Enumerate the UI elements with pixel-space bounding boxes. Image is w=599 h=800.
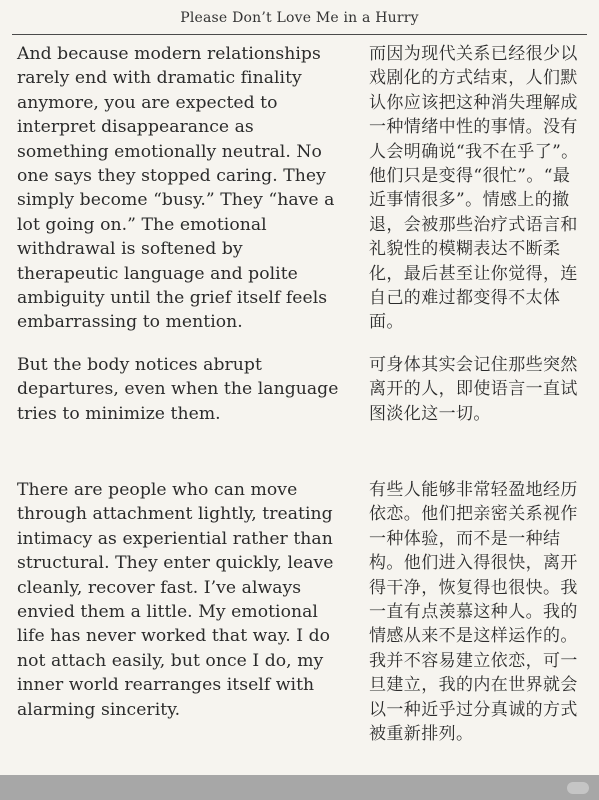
english-paragraph-3: There are people who can move through attachment lightly, treating intimacy as experiential rather than structural. They enter quickly, leave cleanly, recover fast. I’ve always envied them a little. My emotional life has never worked that way. I do not attach easily, but once I do, my inner world rearranges itself with alarming sincerity.	[17, 480, 334, 720]
english-paragraph-1: And because modern relationships rarely end with dramatic finality anymore, you are expected to interpret disappearance as something emotionally neutral. No one says they stopped caring. They simply become “busy.” They “have a lot going on.” The emotional withdrawal is softened by therapeutic language and polite ambiguity until the grief itself feels embarrassing to mention.	[17, 44, 335, 333]
chinese-paragraph-3: 有些人能够非常轻盈地经历依恋。他们把亲密关系视作一种体验，而不是一种结构。他们进入得很快，离开得干净，恢复得也很快。我一直有点羡慕这种人。我的情感从来不是这样运作的。我并不容易建立依恋，可一旦建立，我的内在世界就会以一种近乎过分真诚的方式被重新排列。	[369, 480, 578, 745]
paragraph-block-1	[0, 42, 599, 342]
bottom-bar	[0, 775, 599, 800]
page-title: Please Don’t Love Me in a Hurry	[180, 10, 419, 26]
paragraph-block-2	[0, 353, 599, 443]
chinese-paragraph-2: 可身体其实会记住那些突然离开的人，即使语言一直试图淡化这一切。	[369, 355, 578, 424]
chinese-paragraph-1: 而因为现代关系已经很少以戏剧化的方式结束，人们默认你应该把这种消失理解成一种情绪中性的事情。没有人会明确说“我不在乎了”。他们只是变得“很忙”。“最近事情很多”。情感上的撤退，会被那些治疗式语言和礼貌性的模糊表达不断柔化，最后甚至让你觉得，连自己的难过都变得不太体面。	[369, 44, 579, 333]
header-divider	[12, 34, 587, 35]
watermark-icon	[567, 782, 589, 794]
paragraph-block-3	[0, 478, 599, 758]
english-paragraph-2: But the body notices abrupt departures, even when the language tries to minimize them.	[17, 355, 339, 424]
